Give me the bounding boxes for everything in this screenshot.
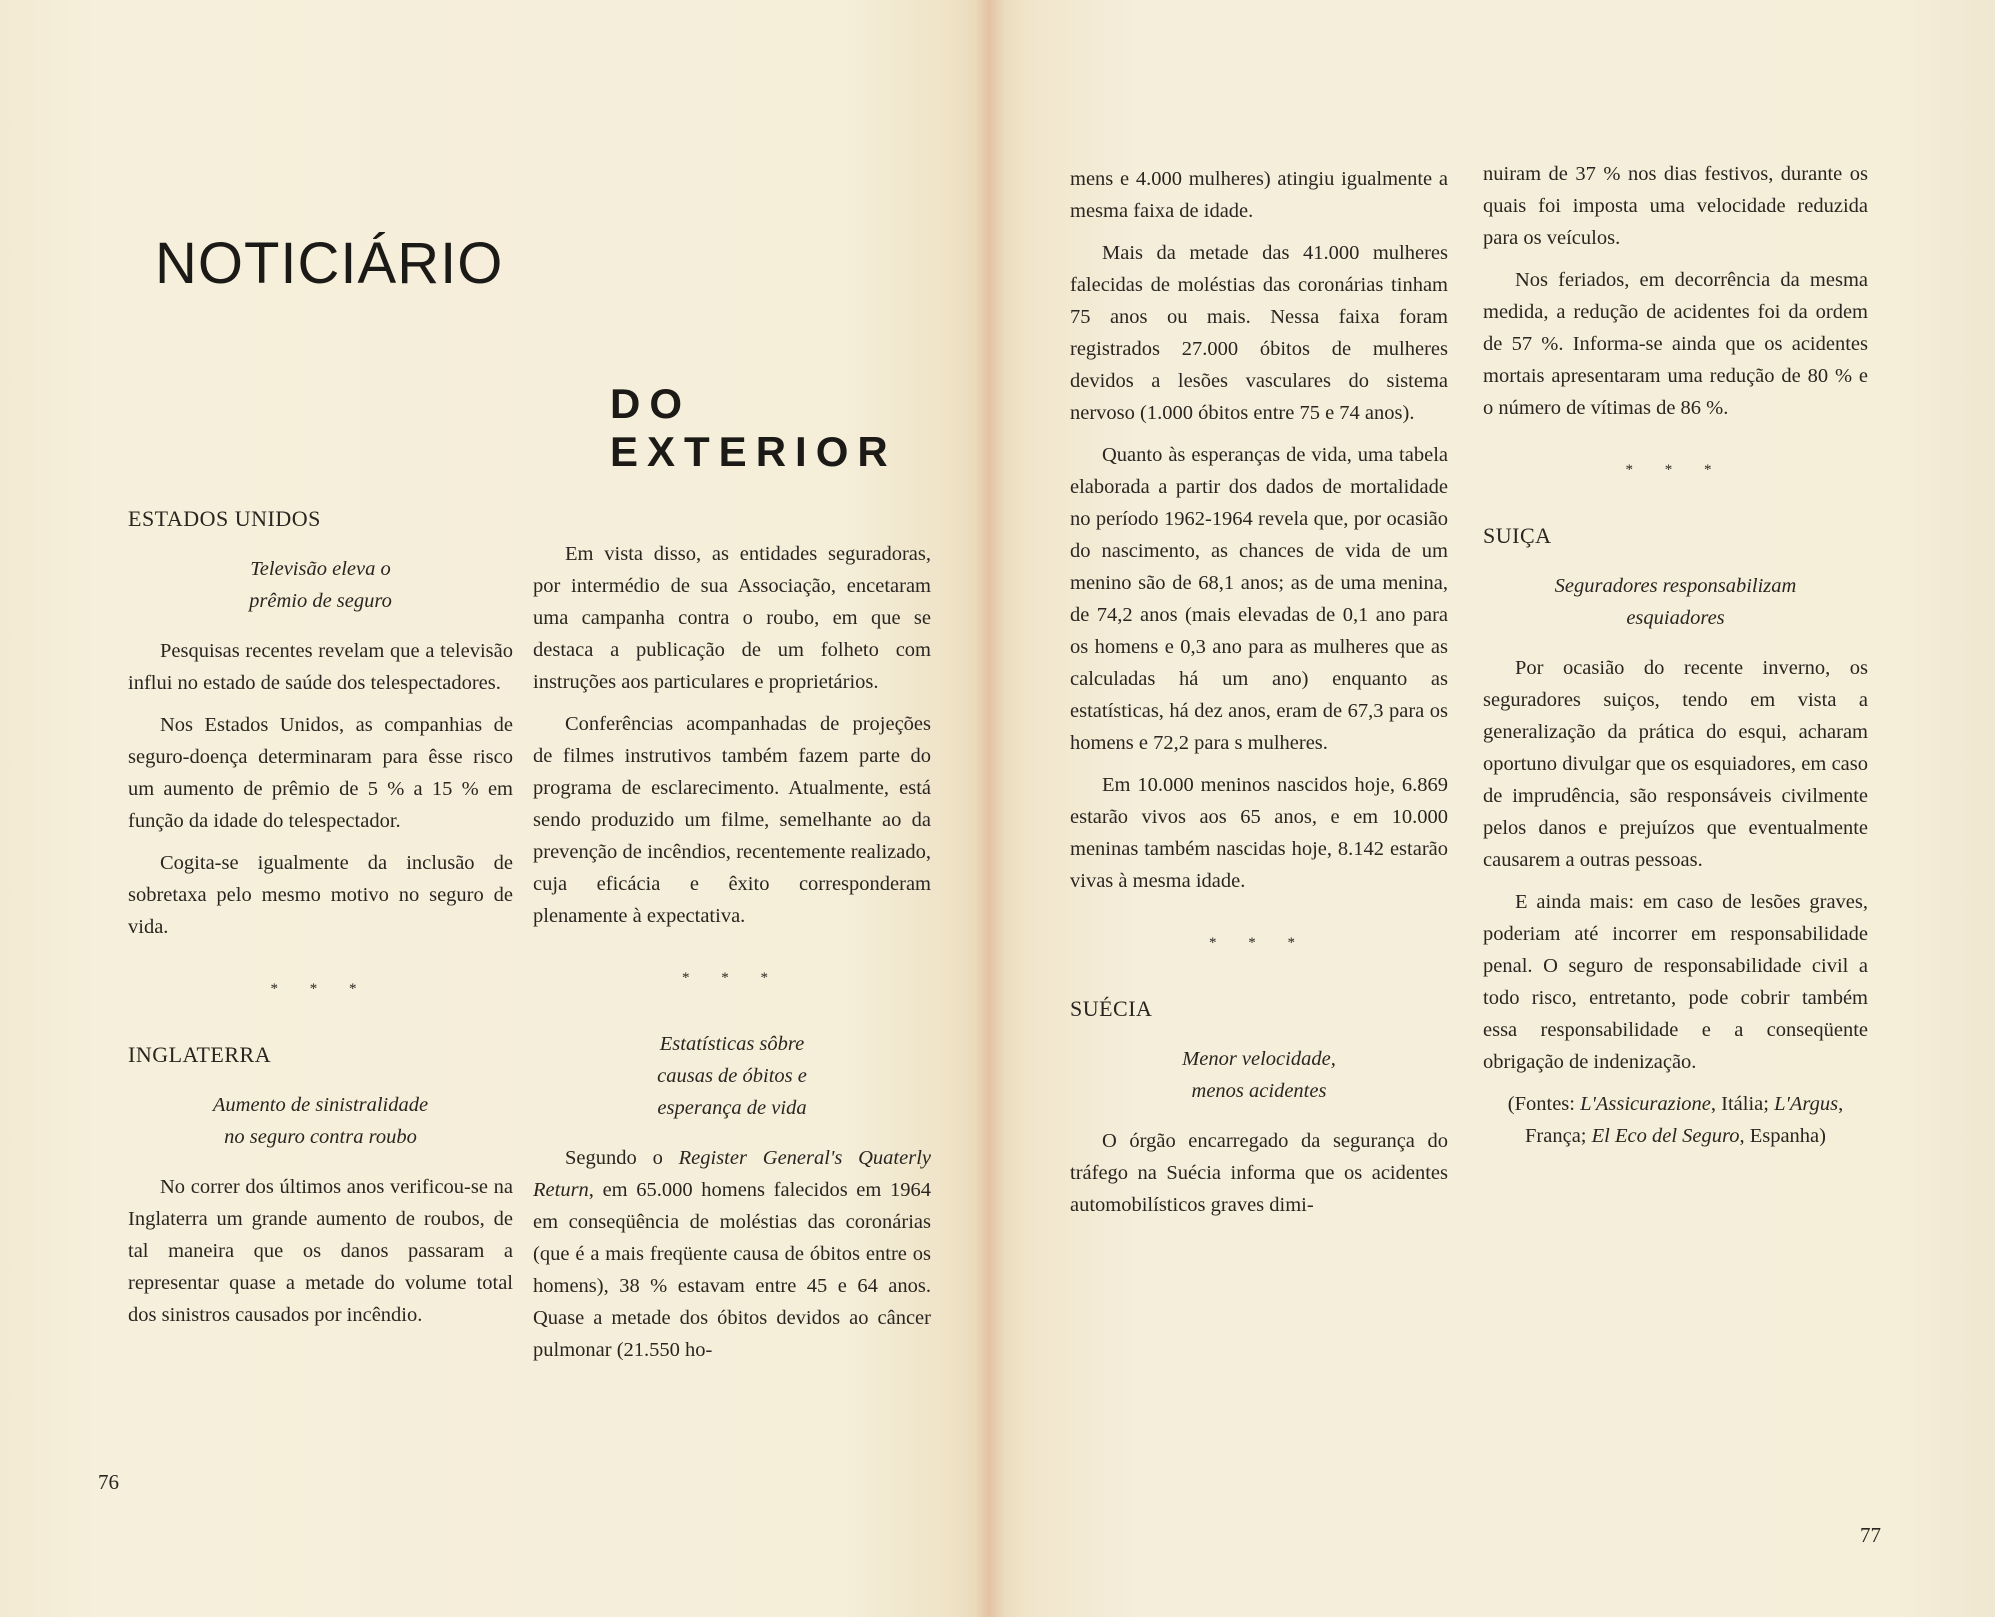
paragraph (533, 1142, 931, 1366)
article-title-line: Menor velocidade, (1182, 1048, 1336, 1070)
sources-text: , Itália; (1710, 1093, 1775, 1115)
article-title-esquiadores (1483, 570, 1868, 634)
paragraph: Nos feriados, em decorrência da mesma medida, a redução de acidentes foi da ordem de 57 %. Informa-se ainda que os acidentes mortais apresentaram uma redução de 80 % e o número de vítimas de 86 %. (1483, 269, 1868, 419)
article-title-line: Televisão eleva o (250, 558, 391, 580)
column-3 (1070, 163, 1448, 1231)
country-heading-suecia: SUÉCIA (1070, 996, 1153, 1021)
paragraph: E ainda mais: em caso de lesões graves, poderiam até incorrer em responsabilidade penal. O seguro de responsabilidade civil a todo risco, entretanto, pode cobrir também essa responsabilidade e a conseqüente obrigação de indenização. (1483, 891, 1868, 1073)
article-title-line: prêmio de seguro (249, 590, 392, 612)
article-title-line: causas de óbitos e (657, 1065, 807, 1087)
article-title-line: no seguro contra roubo (224, 1126, 417, 1148)
page-number-right: 77 (1860, 1523, 1881, 1547)
paragraph: Quanto às esperanças de vida, uma tabela elaborada a partir dos dados de mortalidade no período 1962-1964 revela que, por ocasião do nascimento, as chances de vida de um menino são de 68,1 anos; as de uma menina, de 74,2 anos (mais elevadas de 0,1 ano para os homens e 0,3 ano para as mulheres que as calculadas há um ano) enquanto as estatísticas, há dez anos, eram de 67,3 para os homens e 72,2 para s mulheres. (1070, 444, 1448, 754)
sources-text: , França; (1525, 1093, 1844, 1147)
source-title: L'Assicurazione (1580, 1093, 1711, 1115)
article-title-line: esperança de vida (657, 1097, 807, 1119)
article-title-televisao (128, 553, 513, 617)
article-title-line: Seguradores responsabilizam (1554, 575, 1797, 597)
paragraph: Por ocasião do recente inverno, os seguradores suiços, tendo em vista a generalização da prática do esqui, acharam oportuno divulgar que os esquiadores, em caso de imprudência, são responsáveis civilmente pelos danos e prejuízos que eventualmente causarem a outras pessoas. (1483, 657, 1868, 871)
article-title-line: Estatísticas sôbre (659, 1033, 805, 1055)
left-page (0, 0, 990, 1617)
article-title-line: esquiadores (1626, 607, 1725, 629)
country-heading-estados-unidos: ESTADOS UNIDOS (128, 506, 321, 531)
section-subhead: DO EXTERIOR (610, 380, 897, 475)
article-title-sinistralidade (128, 1089, 513, 1153)
column-4 (1483, 158, 1868, 1162)
paragraph-text: , em 65.000 homens falecidos em 1964 em conseqüência de moléstias das coronárias (que é a mais freqüente causa de óbitos entre os homens), 38 % estavam entre 45 e 64 anos. Quase a metade dos óbitos devidos ao câncer pulmonar (21.550 ho- (533, 1179, 931, 1361)
sources-text: , Espanha) (1739, 1125, 1826, 1147)
paragraph: O órgão encarregado da segurança do tráfego na Suécia informa que os acidentes automobilísticos graves dimi- (1070, 1130, 1448, 1216)
paragraph-text: Segundo o (565, 1147, 679, 1169)
source-title: L'Argus (1774, 1093, 1839, 1115)
paragraph: nuiram de 37 % nos dias festivos, durante os quais foi imposta uma velocidade reduzida para os veículos. (1483, 163, 1868, 249)
article-title-line: Aumento de sinistralidade (212, 1094, 429, 1116)
country-heading-inglaterra: INGLATERRA (128, 1042, 272, 1067)
paragraph: mens e 4.000 mulheres) atingiu igualmente a mesma faixa de idade. (1070, 168, 1448, 222)
section-separator: * * * (1625, 462, 1726, 478)
book-gutter (975, 0, 1005, 1617)
column-2 (533, 538, 931, 1376)
publication-title: Register General's Quaterly Return (533, 1147, 931, 1201)
paragraph: Mais da metade das 41.000 mulheres falecidas de moléstias das coronárias tinham 75 anos ou mais. Nessa faixa foram registrados 27.000 óbitos de mulheres devidos a lesões vasculares do sistema nervoso (1.000 óbitos entre 75 e 74 anos). (1070, 242, 1448, 424)
paragraph: Cogita-se igualmente da inclusão de sobretaxa pelo mesmo motivo no seguro de vida. (128, 852, 513, 938)
country-heading-suica: SUIÇA (1483, 523, 1552, 548)
source-title: El Eco del Seguro (1591, 1125, 1740, 1147)
page-number-left: 76 (98, 1470, 119, 1494)
right-page (990, 0, 1995, 1617)
sources-note (1483, 1088, 1868, 1152)
paragraph: Pesquisas recentes revelam que a televisão influi no estado de saúde dos telespectadores. (128, 640, 513, 694)
article-title-velocidade (1070, 1043, 1448, 1107)
paragraph: Conferências acompanhadas de projeções de filmes instrutivos também fazem parte do programa de esclarecimento. Atualmente, está sendo produzido um filme, semelhante ao da prevenção de incêndios, recentemente realizado, cuja eficácia e êxito corresponderam plenamente à expectativa. (533, 713, 931, 927)
section-separator: * * * (270, 981, 371, 997)
sources-text: (Fontes: (1507, 1093, 1581, 1115)
paragraph: Em 10.000 meninos nascidos hoje, 6.869 estarão vivos aos 65 anos, e em 10.000 meninas também nascidas hoje, 8.142 estarão vivas à mesma idade. (1070, 774, 1448, 892)
paragraph: No correr dos últimos anos verificou-se na Inglaterra um grande aumento de roubos, de tal maneira que os danos passaram a representar quase a metade do volume total dos sinistros causados por incêndio. (128, 1176, 513, 1326)
paragraph: Em vista disso, as entidades seguradoras, por intermédio de sua Associação, encetaram uma campanha contra o roubo, em que se destaca a publicação de um folheto com instruções aos particulares e proprietários. (533, 543, 931, 693)
section-headline: NOTICIÁRIO (155, 231, 504, 296)
section-separator: * * * (682, 970, 782, 986)
paragraph: Nos Estados Unidos, as companhias de seguro-doença determinaram para êsse risco um aumento de prêmio de 5 % a 15 % em função da idade do telespectador. (128, 714, 513, 832)
article-title-estatisticas (533, 1028, 931, 1124)
section-separator: * * * (1209, 935, 1309, 951)
column-1 (128, 503, 513, 1341)
article-title-line: menos acidentes (1191, 1080, 1327, 1102)
